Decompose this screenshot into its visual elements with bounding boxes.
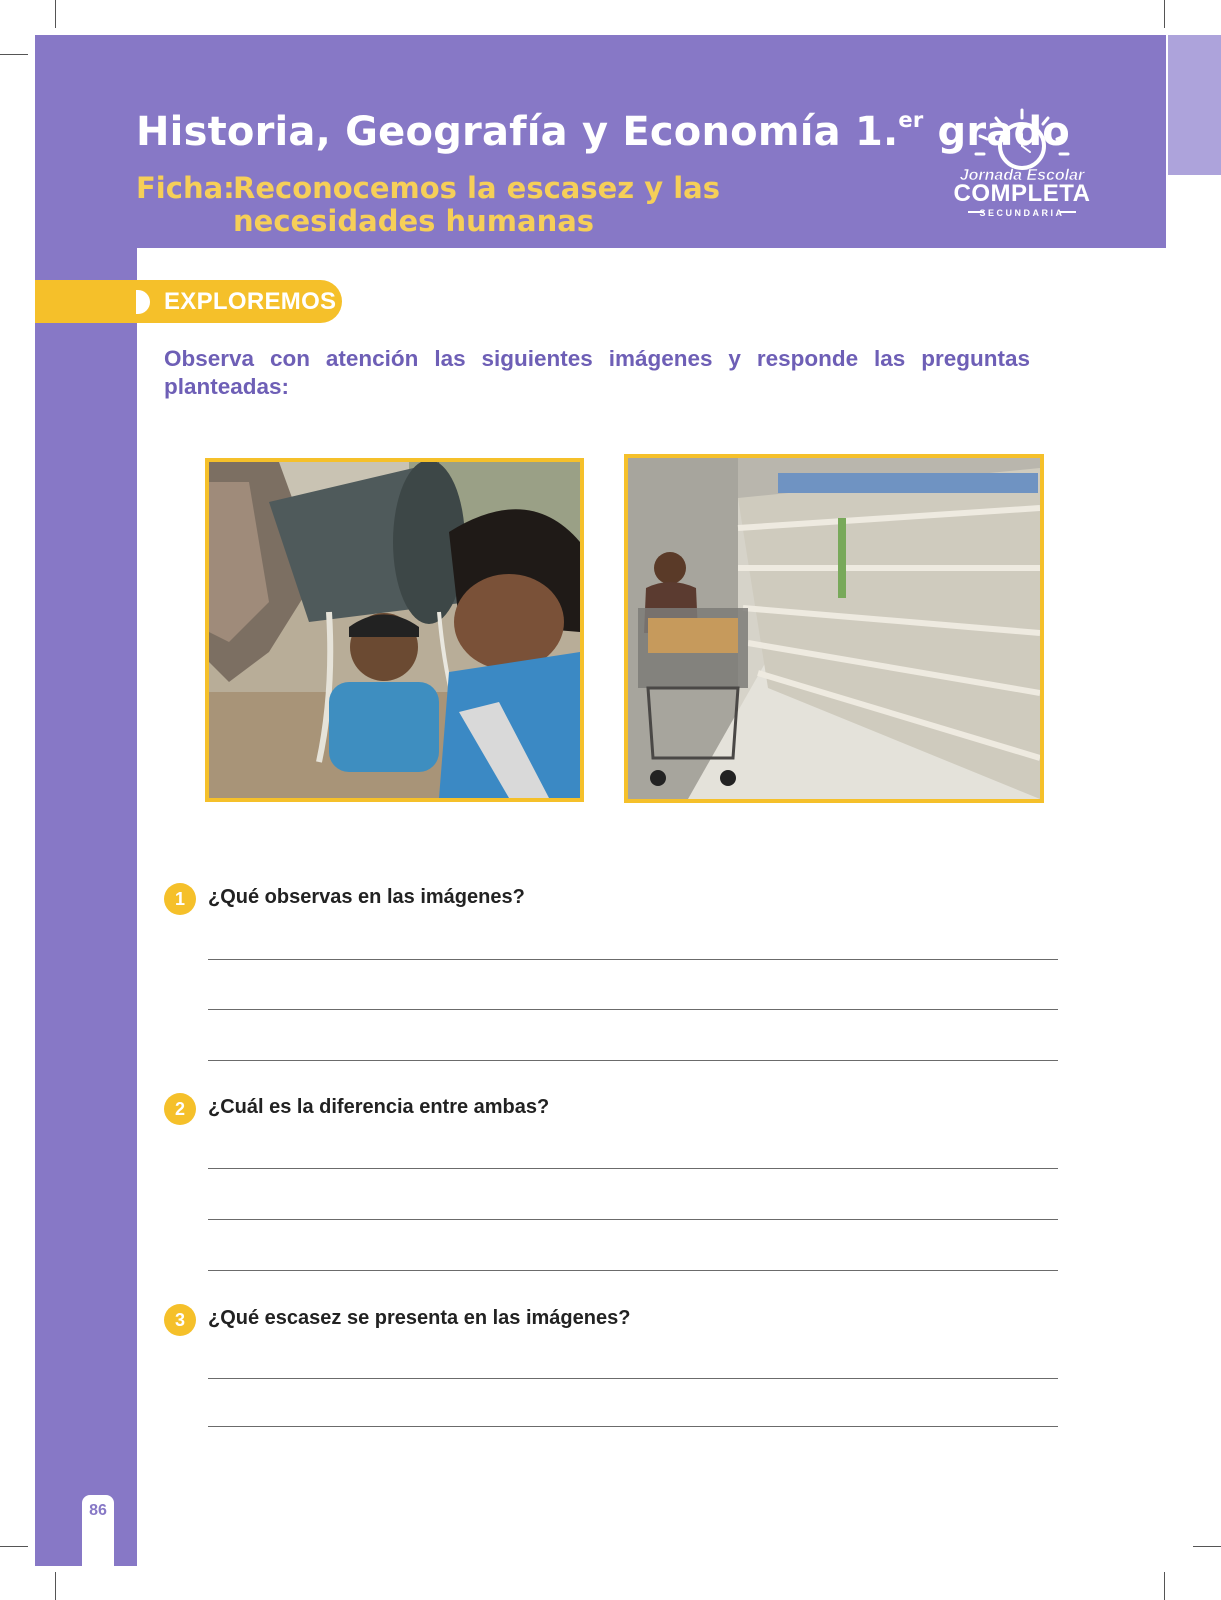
answer-line[interactable] — [208, 1168, 1058, 1169]
ficha-title: Reconocemos la escasez y las necesidades humanas — [233, 171, 721, 238]
logo-line1: Jornada Escolar — [959, 167, 1085, 184]
jornada-escolar-logo — [944, 106, 1100, 220]
question-number-2: 2 — [164, 1093, 196, 1125]
question-number-3: 3 — [164, 1304, 196, 1336]
photo-children-drinking-water — [205, 458, 584, 802]
question-text-3: ¿Qué escasez se presenta en las imágenes? — [208, 1307, 631, 1329]
crop-mark — [1164, 1572, 1165, 1600]
instruction-text: Observa con atención las siguientes imágenes y responde las preguntas planteadas: — [164, 346, 1030, 399]
ficha-label: Ficha: — [136, 171, 235, 205]
answer-line[interactable] — [208, 959, 1058, 960]
crop-mark — [55, 1572, 56, 1600]
crop-mark — [55, 0, 56, 28]
answer-line[interactable] — [208, 1270, 1058, 1271]
crop-mark — [1193, 1546, 1221, 1547]
question-number-1: 1 — [164, 883, 196, 915]
crop-mark — [0, 1546, 28, 1547]
answer-line[interactable] — [208, 1009, 1058, 1010]
page-number-tab — [82, 1520, 114, 1566]
ficha-heading — [136, 171, 721, 238]
page-number: 86 — [82, 1495, 114, 1525]
answer-line[interactable] — [208, 1426, 1058, 1427]
answer-line[interactable] — [208, 1219, 1058, 1220]
question-text-1: ¿Qué observas en las imágenes? — [208, 886, 525, 908]
section-label: EXPLOREMOS — [164, 288, 337, 315]
photo-empty-supermarket — [624, 454, 1044, 803]
crop-mark — [0, 54, 28, 55]
page-title: Historia, Geografía y Economía 1.$^{er}$ grado — [136, 108, 1070, 155]
logo-line2: COMPLETA — [953, 180, 1091, 207]
question-text-2: ¿Cuál es la diferencia entre ambas? — [208, 1096, 550, 1118]
answer-line[interactable] — [208, 1060, 1058, 1061]
left-margin-band — [35, 248, 137, 1566]
logo-line3: SECUNDARIA — [979, 208, 1065, 218]
edge-tab — [1168, 35, 1221, 175]
answer-line[interactable] — [208, 1378, 1058, 1379]
crop-mark — [1164, 0, 1165, 28]
